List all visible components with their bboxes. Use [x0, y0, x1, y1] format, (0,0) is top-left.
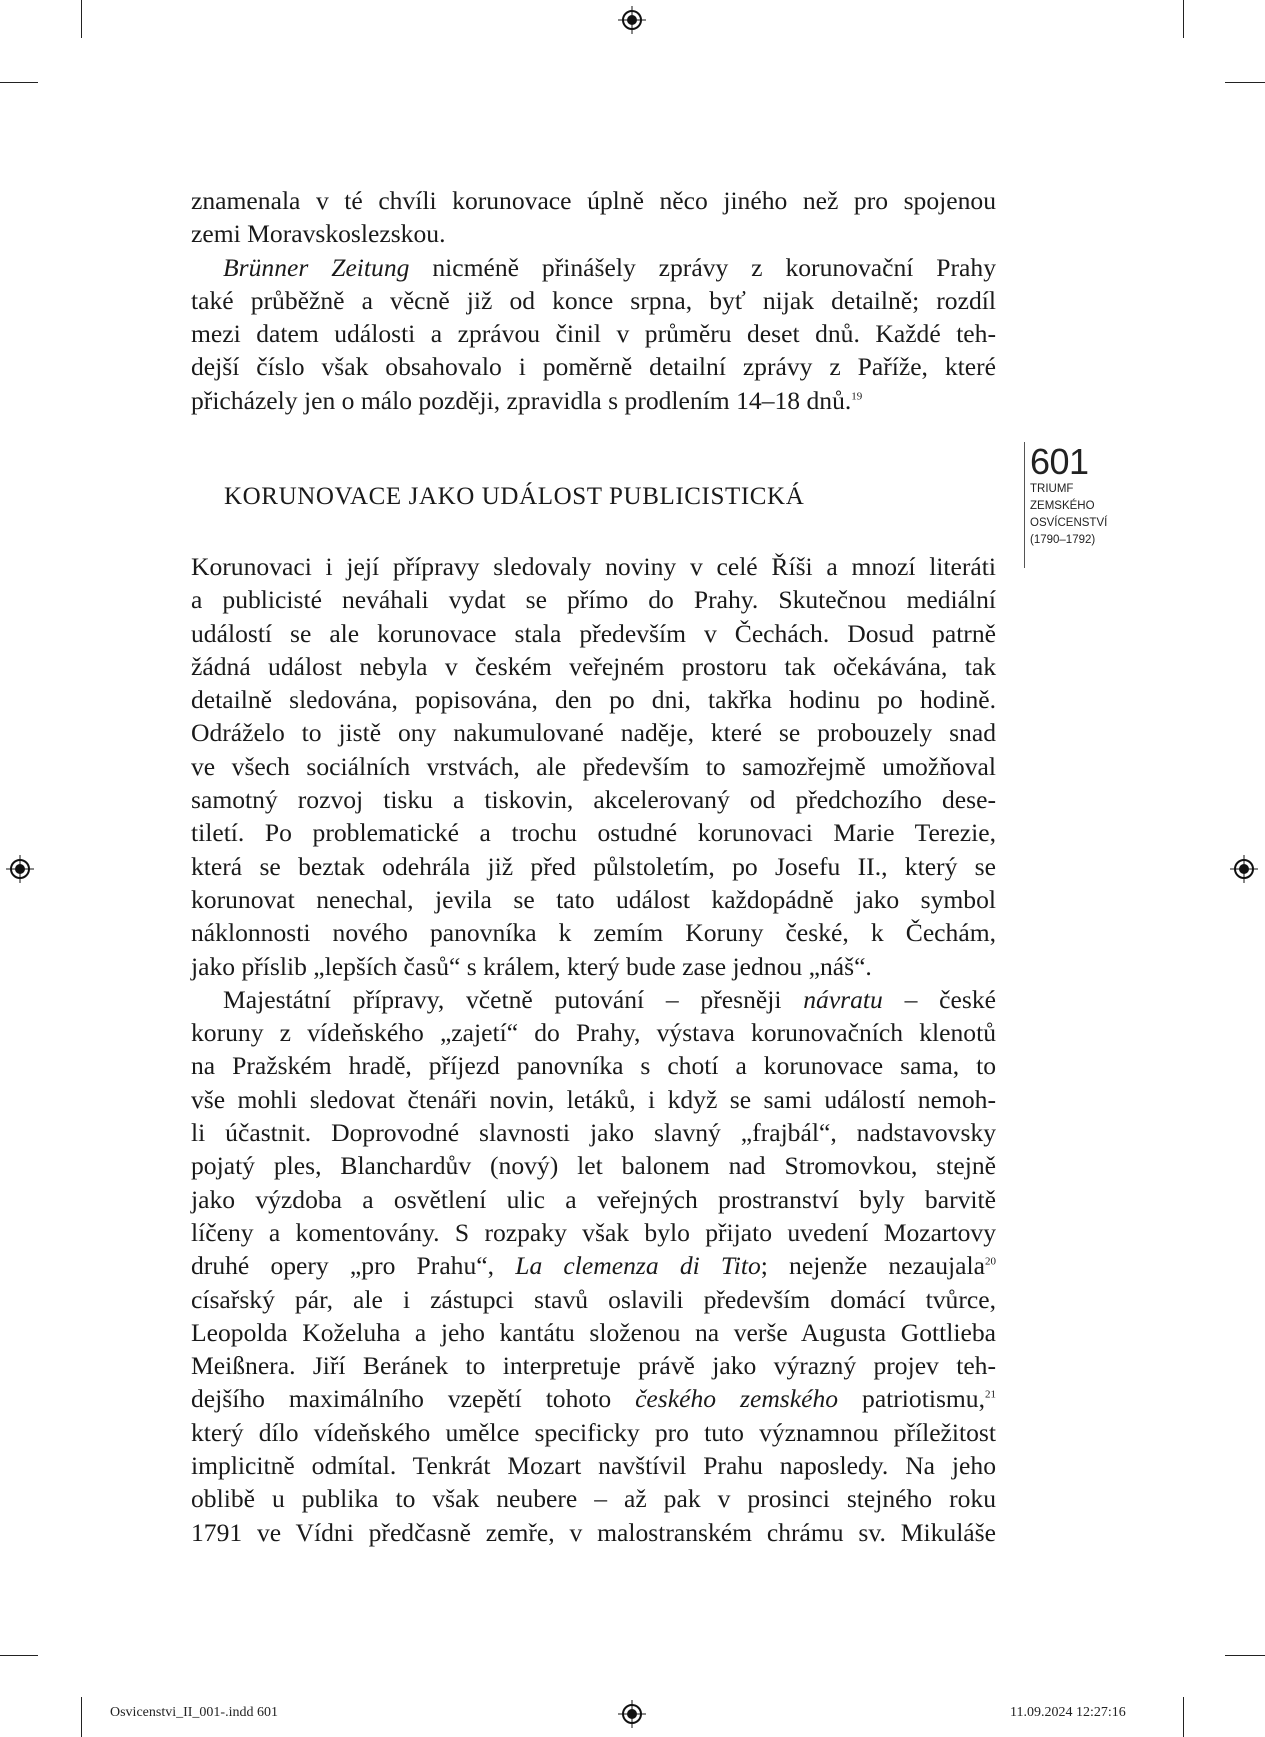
text-line: vše mohli sledovat čtenáři novin, letáků, i když se sami událostí nemoh- — [191, 1084, 996, 1114]
text-line: také průběžně a věcně již od konce srpna, byť nijak detailně; rozdíl — [191, 285, 996, 315]
italic-text: návratu — [803, 984, 883, 1014]
text-line: Odráželo to jistě ony nakumulované naděje, které se probouzely snad — [191, 718, 996, 748]
sidebar-label: ZEMSKÉHO — [1030, 500, 1095, 512]
section-heading: KORUNOVACE JAKO UDÁLOST PUBLICISTICKÁ — [224, 483, 805, 510]
text-line: a publicisté neváhali vydat se přímo do Prahy. Skutečnou mediální — [191, 585, 996, 615]
crop-mark — [0, 82, 38, 83]
text-segment: patriotismu, — [838, 1384, 986, 1414]
text-line: zemi Moravskoslezskou. — [191, 219, 446, 249]
text-line: mezi datem události a zprávou činil v průměru deset dnů. Každé teh- — [191, 319, 996, 349]
text-line: Korunovaci i její přípravy sledovaly noviny v celé Říši a mnozí literáti — [191, 552, 996, 581]
paragraph — [191, 550, 996, 983]
text-line: událostí se ale korunovace stala především v Čechách. Dosud patrně — [191, 618, 996, 648]
text-line: císařský pár, ale i zástupci stavů oslavili především domácí tvůrce, — [191, 1284, 996, 1314]
crop-mark — [0, 1655, 38, 1656]
sidebar-label: OSVÍCENSTVÍ — [1030, 517, 1108, 529]
slug-timestamp: 11.09.2024 12:27:16 — [1010, 1705, 1126, 1720]
text-line: implicitně odmítal. Tenkrát Mozart navštívil Prahu naposledy. Na jeho — [191, 1451, 996, 1481]
sidebar-rule — [1024, 442, 1025, 568]
crop-mark — [1225, 82, 1265, 83]
text-line: tiletí. Po problematické a trochu ostudné korunovaci Marie Terezie, — [191, 818, 996, 848]
text-line: 1791 ve Vídni předčasně zemře, v malostranském chrámu sv. Mikuláše — [191, 1517, 996, 1547]
body-text-main — [191, 550, 996, 1549]
footnote-marker: 20 — [985, 1255, 996, 1268]
crop-mark — [1225, 1655, 1265, 1656]
text-line: znamenala v té chvíli korunovace úplně něco jiného než pro spojenou — [191, 186, 996, 215]
text-line: nicméně přinášely zprávy z korunovační Prahy — [409, 252, 996, 282]
sidebar-label: (1790–1792) — [1030, 534, 1096, 546]
text-line: li účastnit. Doprovodné slavnosti jako slavný „frajbál“, nadstavovsky — [191, 1118, 996, 1148]
text-segment: ; nejenže nezaujala — [760, 1251, 985, 1281]
registration-mark-icon — [618, 6, 646, 34]
text-line: oblibě u publika to však neubere – až pak v prosinci stejného roku — [191, 1484, 996, 1514]
text-line: jako příslib „lepších časů“ s králem, který bude zase jednou „náš“. — [191, 951, 872, 981]
registration-mark-icon — [618, 1700, 646, 1728]
text-segment: dejšího maximálního vzepětí tohoto — [191, 1384, 636, 1414]
text-line: pojatý ples, Blanchardův (nový) let balonem nad Stromovkou, stejně — [191, 1151, 996, 1181]
text-line: líčeny a komentovány. S rozpaky však bylo přijato uvedení Mozartovy — [191, 1217, 996, 1247]
footnote-marker: 19 — [851, 390, 863, 403]
crop-mark — [81, 0, 82, 38]
text-line: samotný rozvoj tisku a tiskovin, akcelerovaný od předchozího dese- — [191, 785, 996, 815]
paragraph — [191, 251, 996, 417]
crop-mark — [81, 1697, 82, 1737]
footnote-marker: 21 — [985, 1388, 997, 1401]
text-line: přicházely jen o málo později, zpravidla s prodlením 14–18 dnů. — [191, 385, 852, 415]
text-line: koruny z vídeňského „zajetí“ do Prahy, výstava korunovačních klenotů — [191, 1018, 996, 1048]
registration-mark-icon — [6, 855, 34, 883]
text-line: náklonnosti nového panovníka k zemím Koruny české, k Čechám, — [191, 918, 996, 948]
italic-title: La clemenza di Tito — [515, 1251, 761, 1281]
slug-file: Osvicenstvi_II_001-.indd 601 — [110, 1705, 278, 1720]
text-line: Leopolda Koželuha a jeho kantátu složenou na verše Augusta Gottlieba — [191, 1317, 996, 1347]
text-segment: Majestátní přípravy, včetně putování – přesněji — [223, 984, 804, 1014]
crop-mark — [1183, 0, 1184, 38]
body-text-top — [191, 184, 996, 417]
registration-mark-icon — [1230, 855, 1258, 883]
text-line: žádná událost nebyla v českém veřejném prostoru tak očekávána, tak — [191, 651, 996, 681]
text-line: Meißnera. Jiří Beránek to interpretuje právě jako výrazný projev teh- — [191, 1351, 996, 1381]
text-line: detailně sledována, popisována, den po dni, takřka hodinu po hodině. — [191, 685, 996, 715]
sidebar-label: TRIUMF — [1030, 483, 1074, 495]
text-line: dejší číslo však obsahovalo i poměrně detailní zprávy z Paříže, které — [191, 352, 996, 382]
crop-mark — [1183, 1697, 1184, 1737]
sidebar — [1030, 443, 1107, 549]
italic-title: Brünner Zeitung — [223, 252, 410, 282]
paragraph — [191, 983, 996, 1549]
text-line: jako výzdoba a osvětlení ulic a veřejných prostranství byly barvitě — [191, 1184, 996, 1214]
text-line: korunovat nenechal, jevila se tato událost každopádně jako symbol — [191, 884, 996, 914]
italic-text: českého zemského — [635, 1384, 839, 1414]
text-line: který dílo vídeňského umělce specificky pro tuto významnou příležitost — [191, 1417, 996, 1447]
text-line: ve všech sociálních vrstvách, ale především to samozřejmě umožňoval — [191, 751, 996, 781]
page-number: 601 — [1030, 441, 1089, 482]
text-segment: druhé opery „pro Prahu“, — [191, 1251, 516, 1281]
text-line: která se beztak odehrála již před půlstoletím, po Josefu II., který se — [191, 851, 996, 881]
paragraph — [191, 184, 996, 251]
text-segment: – české — [882, 984, 997, 1014]
text-line: na Pražském hradě, příjezd panovníka s chotí a korunovace sama, to — [191, 1051, 996, 1081]
